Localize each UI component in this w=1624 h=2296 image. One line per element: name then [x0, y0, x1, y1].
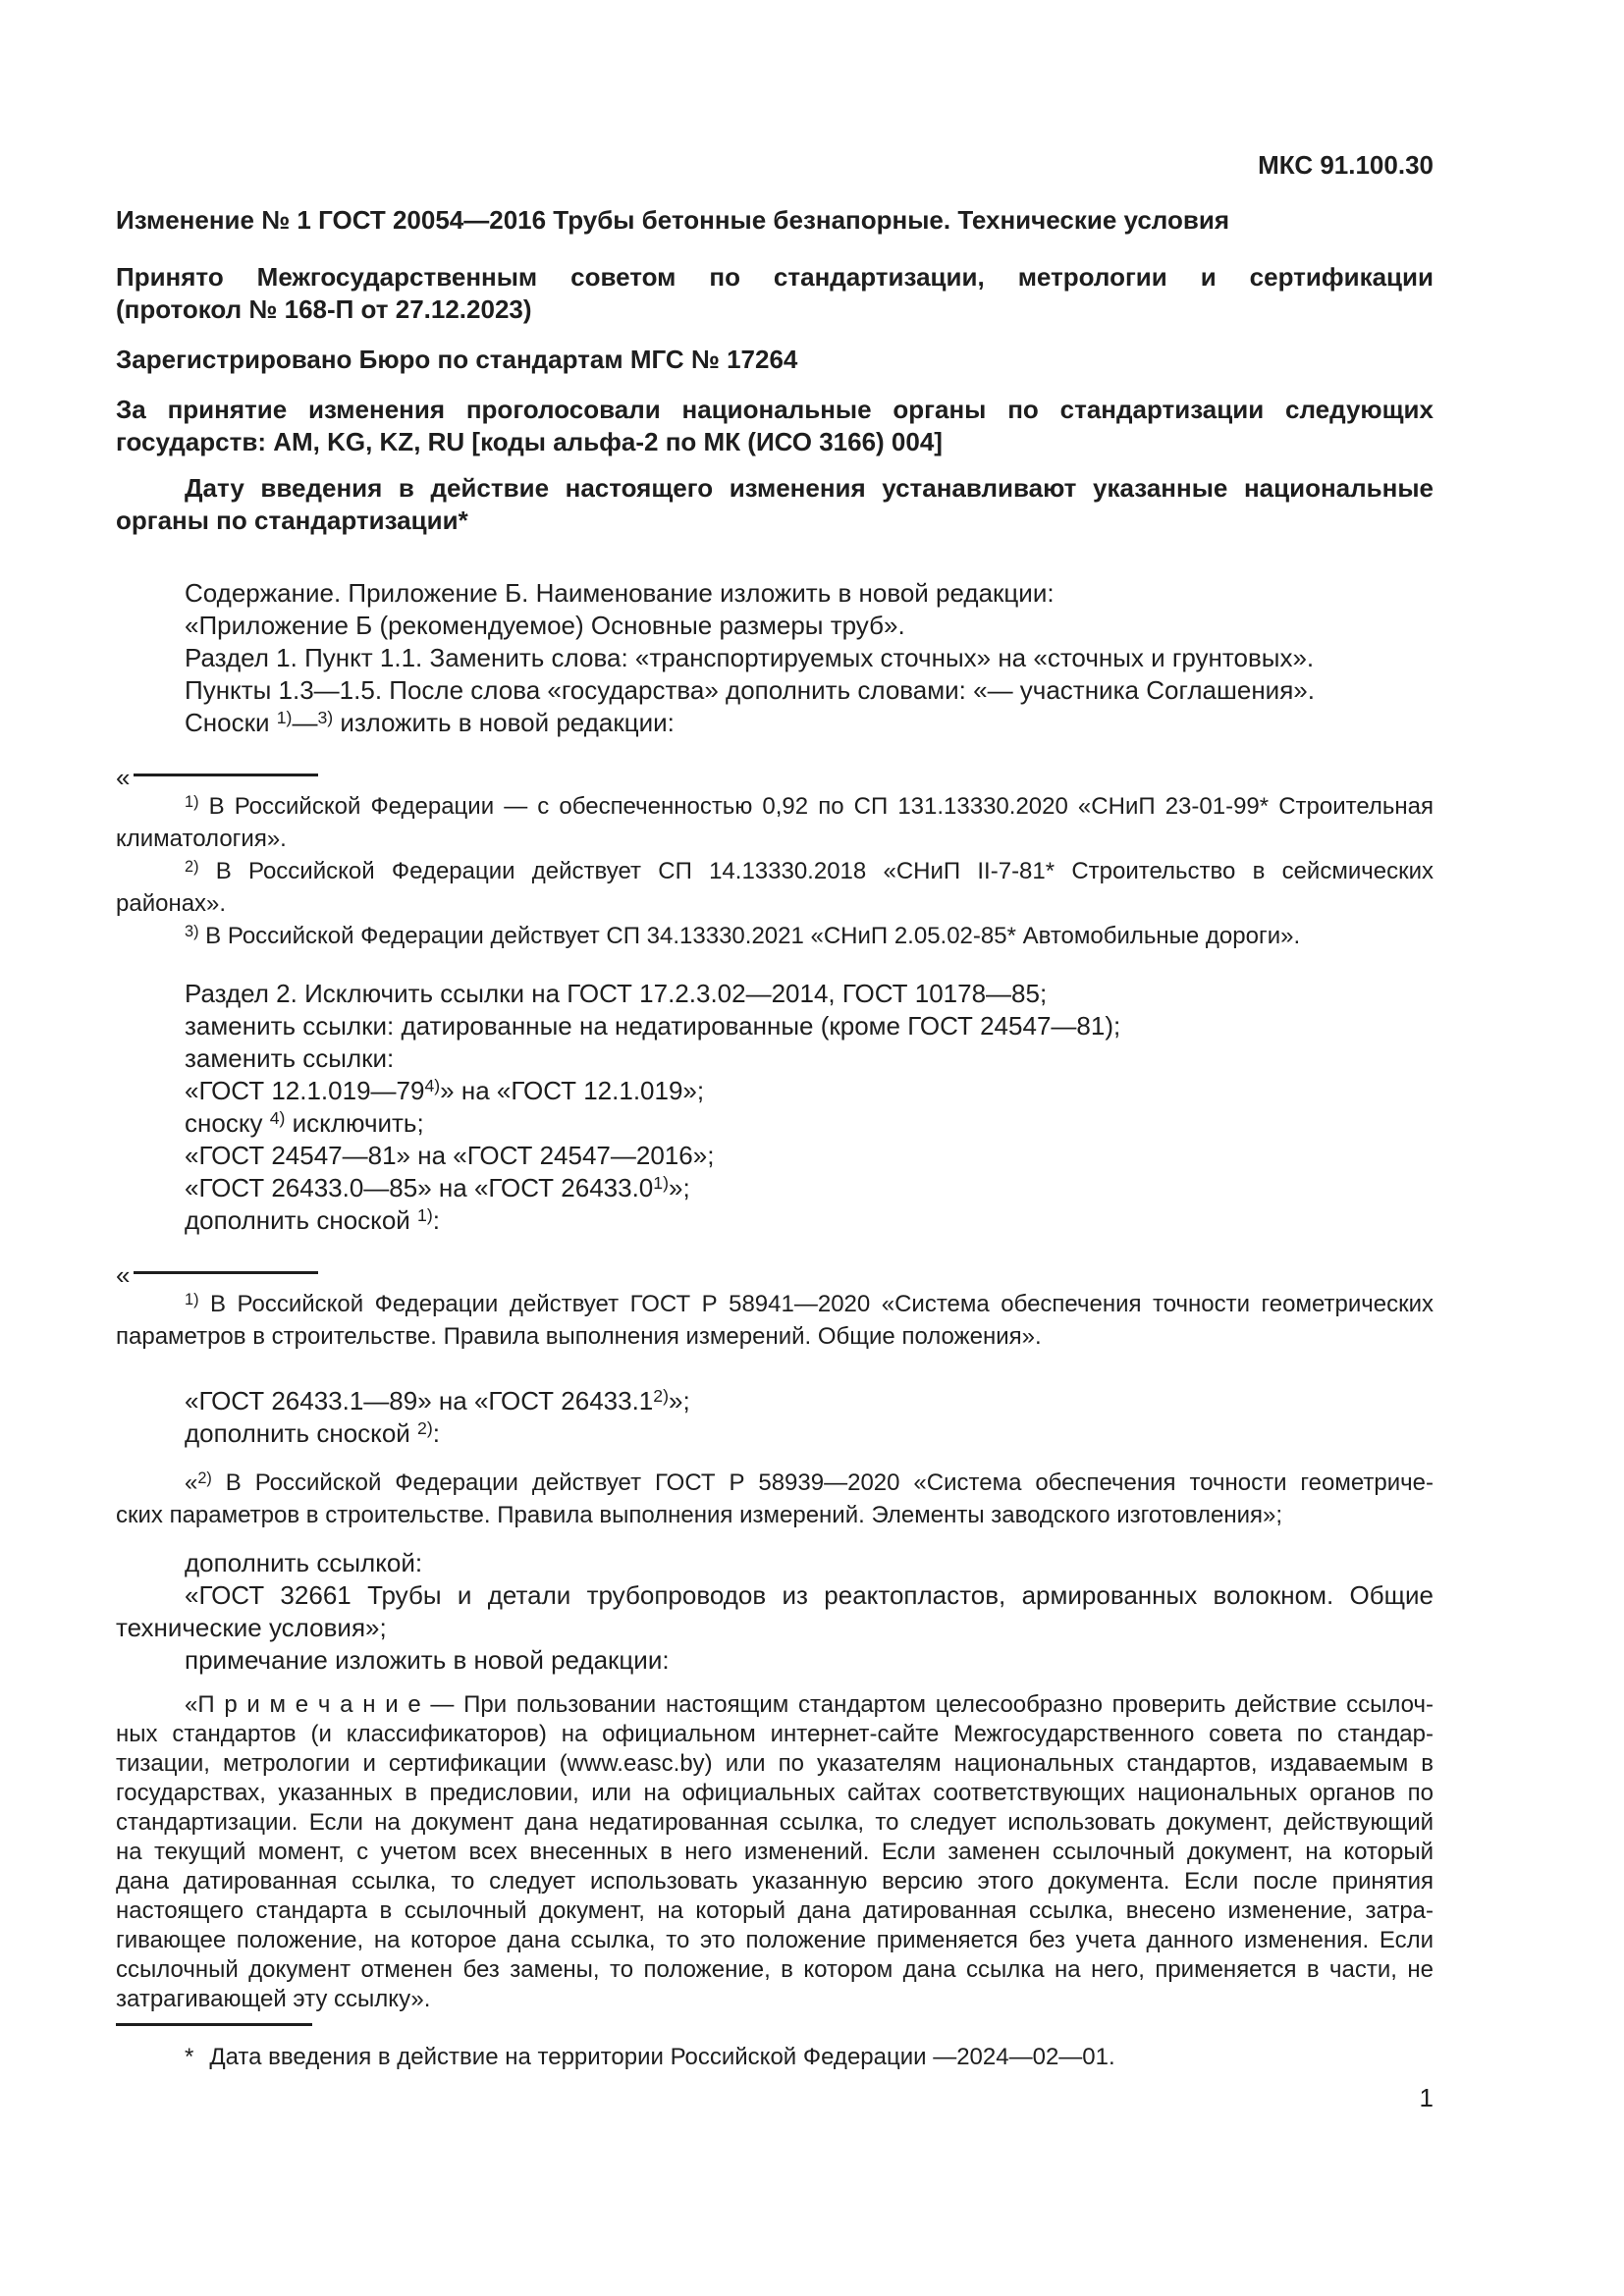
adopted-paragraph — [116, 261, 1434, 326]
gost-32661-line-1: «ГОСТ 32661 Трубы и детали трубопроводов из реактопластов, армированных волокном. Общие — [185, 1580, 1434, 1610]
footnote-block-1 — [116, 763, 1434, 952]
amendment-add-reference — [116, 1547, 1434, 1677]
replace-refs-line: заменить ссылки: — [185, 1043, 395, 1073]
adopted-line-1: Принято Межгосударственным советом по стандартизации, метрологии и сертификации — [116, 262, 1434, 292]
section2-exclude-line: Раздел 2. Исключить ссылки на ГОСТ 17.2.3.02—2014, ГОСТ 10178—85; — [185, 979, 1048, 1008]
note-line: стандартизации. Если на документ дана недатированная ссылка, то следует использовать документ, действующий — [116, 1809, 1434, 1836]
registered-line: Зарегистрировано Бюро по стандартам МГС № 17264 — [116, 345, 798, 374]
gost-24547-line: «ГОСТ 24547—81» на «ГОСТ 24547—2016»; — [185, 1141, 715, 1170]
footnote4-exclude-line: сноску $^{4)}$ исключить; — [185, 1108, 424, 1138]
footnote-block-2 — [116, 1260, 1434, 1353]
footnotes-edit-line: Сноски $^{1)}$—$^{3)}$ изложить в новой редакции: — [185, 708, 675, 737]
annex-b-line: «Приложение Б (рекомендуемое) Основные размеры труб». — [185, 611, 905, 640]
amendment-contents-section — [116, 577, 1434, 739]
bottom-footnote-text: Дата введения в действие на территории Российской Федерации —2024—02—01. — [209, 2044, 1115, 2070]
voted-line-1: За принятие изменения проголосовали национальные органы по стандартизации следующих — [116, 395, 1434, 424]
add-footnote2-line: дополнить сноской $^{2)}$: — [185, 1418, 440, 1448]
bottom-footnote-rule — [116, 2023, 312, 2026]
note-edit-line: примечание изложить в новой редакции: — [185, 1645, 670, 1675]
amendment-section2 — [116, 978, 1434, 1237]
gost-32661-line-2: технические условия»; — [116, 1613, 387, 1642]
mks-classification-code: МКС 91.100.30 — [1258, 150, 1434, 180]
note-line: на текущий момент, с учетом всех внесенных в него изменений. Если заменен ссылочный документ, на который — [116, 1839, 1434, 1865]
note-line: «П р и м е ч а н и е — При пользовании настоящим стандартом целесообразно проверить действие ссылоч- — [185, 1691, 1434, 1718]
voted-line-2: государств: AM, KG, KZ, RU [коды альфа-2 по МК (ИСО 3166) 004] — [116, 427, 943, 456]
footnote-separator-1 — [116, 763, 1434, 792]
footnote-rule — [134, 774, 318, 776]
open-quote: « — [116, 763, 131, 792]
add-ref-line: дополнить ссылкой: — [185, 1548, 423, 1577]
document-title: Изменение № 1 ГОСТ 20054—2016 Трубы бетонные безнапорные. Технические условия — [116, 205, 1229, 235]
note-line: гивающее положение, на которое дана ссылка, то это положение применяется без учета данного изменения. Если — [116, 1927, 1434, 1953]
footnote-58941-line-2: параметров в строительстве. Правила выполнения измерений. Общие положения». — [116, 1323, 1042, 1350]
effective-date-paragraph — [116, 472, 1434, 537]
footnote-1-line-2: климатология». — [116, 826, 287, 852]
footnote-rule — [134, 1271, 318, 1274]
footnote-58939-line-1: «$^{2)}$ В Российской Федерации действует ГОСТ Р 58939—2020 «Система обеспечения точности геометриче- — [185, 1468, 1434, 1496]
page-number: 1 — [1419, 2083, 1434, 2112]
note-line: тизации, метрологии и сертификации (www.easc.by) или по указателям национальных стандартов, издаваемым в — [116, 1750, 1434, 1777]
footnote-separator-2 — [116, 1260, 1434, 1290]
contents-line: Содержание. Приложение Б. Наименование изложить в новой редакции: — [185, 578, 1055, 608]
note-line: настоящего стандарта в ссылочный документ, на который дана датированная ссылка, внесено изменение, затра- — [116, 1897, 1434, 1924]
effective-line-1: Дату введения в действие настоящего изменения устанавливают указанные национальные — [185, 473, 1434, 503]
gost-26433-0-line: «ГОСТ 26433.0—85» на «ГОСТ 26433.0$^{1)}$»; — [185, 1173, 690, 1202]
effective-line-2: органы по стандартизации* — [116, 506, 468, 535]
note-line: дана датированная ссылка, то следует использовать указанную версию этого документа. Если после принятия — [116, 1868, 1434, 1895]
gost-26433-1-line: «ГОСТ 26433.1—89» на «ГОСТ 26433.1$^{2)}$»; — [185, 1386, 690, 1415]
bottom-footnote — [116, 2043, 1434, 2072]
footnote-58941-line-1: $^{1)}$ В Российской Федерации действует ГОСТ Р 58941—2020 «Система обеспечения точности геометрических — [185, 1290, 1434, 1317]
footnote-3-line: $^{3)}$ В Российской Федерации действует СП 34.13330.2021 «СНиП 2.05.02-85* Автомобильные дороги». — [185, 922, 1301, 949]
add-footnote1-line: дополнить сноской $^{1)}$: — [185, 1205, 440, 1235]
replace-dated-line: заменить ссылки: датированные на недатированные (кроме ГОСТ 24547—81); — [185, 1011, 1121, 1041]
voted-paragraph — [116, 394, 1434, 458]
footnote-2-line-2: районах». — [116, 890, 227, 917]
footnote-58939-line-2: ских параметров в строительстве. Правила выполнения измерений. Элементы заводского изготовления»; — [116, 1502, 1283, 1528]
note-line: ных стандартов (и классификаторов) на официальном интернет-сайте Межгосударственного совета по стандар- — [116, 1721, 1434, 1747]
footnote-2-line-1: $^{2)}$ В Российской Федерации действует СП 14.13330.2018 «СНиП II-7-81* Строительство в сейсмических — [185, 857, 1434, 884]
items13-15-line: Пункты 1.3—1.5. После слова «государства» дополнить словами: «— участника Соглашения». — [185, 675, 1315, 705]
amendment-26433 — [116, 1385, 1434, 1450]
open-quote: « — [116, 1260, 131, 1290]
note-paragraph — [116, 1690, 1434, 2014]
footnote-1-line-1: $^{1)}$ В Российской Федерации — с обеспеченностью 0,92 по СП 131.13330.2020 «СНиП 23-01-99* Строительная — [185, 792, 1434, 820]
note-last-line: затрагивающей эту ссылку». — [116, 1986, 431, 2012]
asterisk-marker: * — [185, 2044, 194, 2070]
section1-item11-line: Раздел 1. Пункт 1.1. Заменить слова: «транспортируемых сточных» на «сточных и грунтовых». — [185, 643, 1315, 672]
adopted-line-2: (протокол № 168-П от 27.12.2023) — [116, 294, 532, 324]
footnote-58939-block — [116, 1467, 1434, 1531]
note-line: государствах, указанных в предисловии, или на официальных сайтах соответствующих национальных органов по — [116, 1780, 1434, 1806]
gost-12-1-019-line: «ГОСТ 12.1.019—79$^{4)}$» на «ГОСТ 12.1.019»; — [185, 1076, 705, 1105]
note-line: ссылочный документ отменен без замены, то положение, в котором дана ссылка на него, применяется в части, не — [116, 1956, 1434, 1983]
